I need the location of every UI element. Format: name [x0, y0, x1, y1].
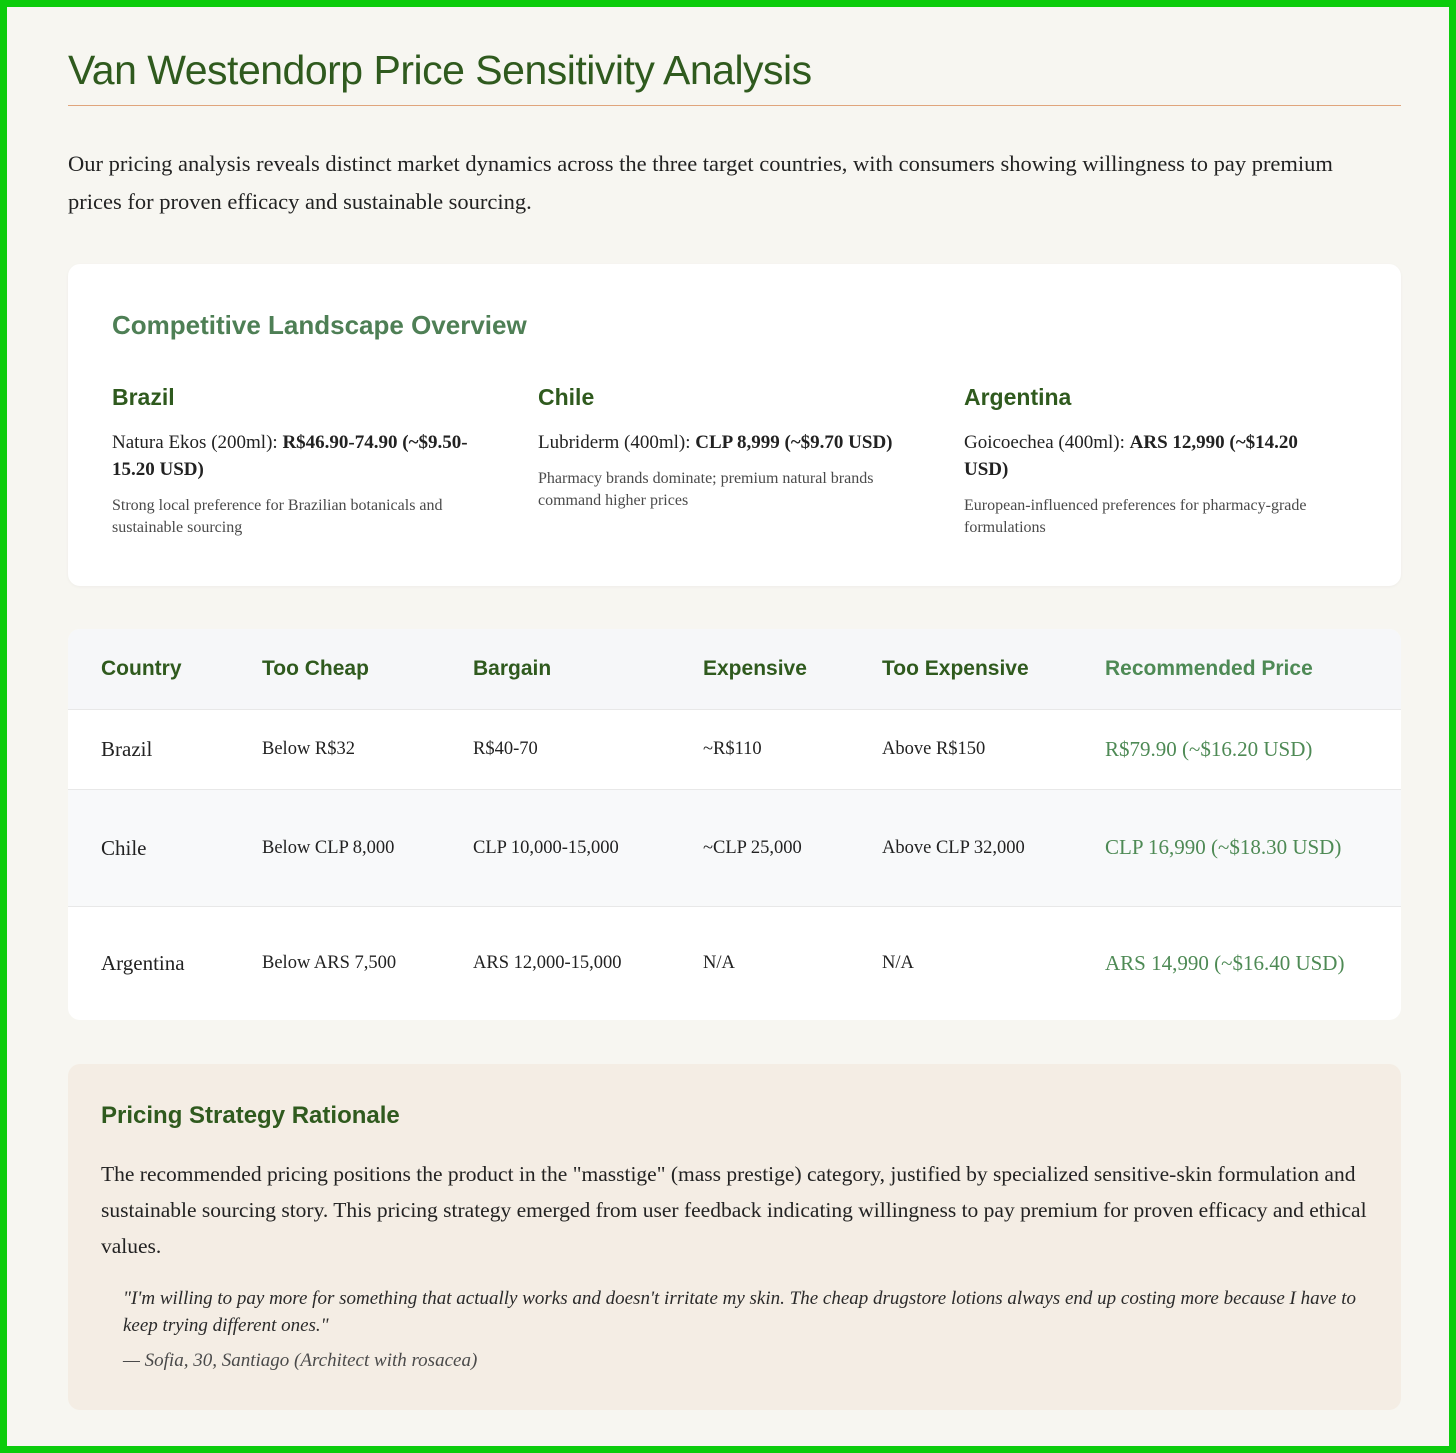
competitor-price	[538, 429, 918, 456]
table-row	[68, 789, 1401, 906]
cell-expensive: ~R$110	[670, 709, 849, 789]
country-name: Argentina	[964, 384, 1072, 410]
table-row	[68, 906, 1401, 1020]
header-recommended-price: Recommended Price	[1072, 629, 1401, 709]
market-note: Pharmacy brands dominate; premium natural brands command higher prices	[538, 470, 874, 509]
cell-country: Argentina	[68, 906, 229, 1020]
landscape-country-brazil	[112, 384, 492, 539]
cell-country: Chile	[68, 789, 229, 906]
header-too-cheap: Too Cheap	[229, 629, 440, 709]
competitor-product: Natura Ekos (200ml):	[112, 432, 283, 453]
rationale-title: Pricing Strategy Rationale	[101, 1102, 400, 1129]
competitor-price-value: CLP 8,999 (~$9.70 USD)	[695, 432, 893, 453]
competitor-price-value: R$46.90-74.90 (~$9.50-15.20 USD)	[112, 432, 468, 480]
cell-bargain: R$40-70	[440, 709, 670, 789]
market-note: Strong local preference for Brazilian botanicals and sustainable sourcing	[112, 497, 443, 536]
competitor-price	[964, 429, 1344, 483]
cell-too-cheap: Below R$32	[229, 709, 440, 789]
cell-expensive: N/A	[670, 906, 849, 1020]
price-sensitivity-table	[68, 629, 1401, 1020]
cell-country: Brazil	[68, 709, 229, 789]
cell-recommended-price: ARS 14,990 (~$16.40 USD)	[1072, 906, 1401, 1020]
country-name: Brazil	[112, 384, 175, 410]
landscape-title: Competitive Landscape Overview	[112, 310, 527, 340]
landscape-country-chile	[538, 384, 918, 512]
price-table	[68, 629, 1401, 1020]
header-expensive: Expensive	[670, 629, 849, 709]
header-too-expensive: Too Expensive	[849, 629, 1072, 709]
competitor-product: Lubriderm (400ml):	[538, 432, 696, 453]
page	[7, 7, 1449, 1446]
customer-quote: "I'm willing to pay more for something that actually works and doesn't irritate my skin. The cheap drugstore lotions always end up costing more because I have to keep trying different ones."	[123, 1288, 1357, 1336]
header-bargain: Bargain	[440, 629, 670, 709]
cell-too-expensive: N/A	[849, 906, 1072, 1020]
market-note: European-influenced preferences for pharmacy-grade formulations	[964, 497, 1307, 536]
cell-expensive: ~CLP 25,000	[670, 789, 849, 906]
cell-too-expensive: Above R$150	[849, 709, 1072, 789]
landscape-country-argentina	[964, 384, 1344, 539]
cell-bargain: CLP 10,000-15,000	[440, 789, 670, 906]
cell-too-expensive: Above CLP 32,000	[849, 789, 1072, 906]
competitive-landscape-card	[68, 264, 1401, 586]
cell-too-cheap: Below CLP 8,000	[229, 789, 440, 906]
competitor-price	[112, 429, 492, 483]
competitor-product: Goicoechea (400ml):	[964, 432, 1130, 453]
header-country: Country	[68, 629, 229, 709]
table-row	[68, 709, 1401, 789]
competitor-price-value: ARS 12,990 (~$14.20 USD)	[964, 432, 1298, 480]
pricing-rationale-box	[68, 1064, 1401, 1410]
intro-paragraph: Our pricing analysis reveals distinct market dynamics across the three target countries, with consumers showing willingness to pay premium prices for proven efficacy and sustainable sourcing.	[68, 151, 1333, 214]
cell-recommended-price: CLP 16,990 (~$18.30 USD)	[1072, 789, 1401, 906]
cell-recommended-price: R$79.90 (~$16.20 USD)	[1072, 709, 1401, 789]
country-name: Chile	[538, 384, 595, 410]
cell-too-cheap: Below ARS 7,500	[229, 906, 440, 1020]
table-header-row	[68, 629, 1401, 709]
cell-bargain: ARS 12,000-15,000	[440, 906, 670, 1020]
quote-attribution: — Sofia, 30, Santiago (Architect with rosacea)	[123, 1350, 478, 1371]
page-title: Van Westendorp Price Sensitivity Analysis	[68, 43, 1401, 106]
rationale-text: The recommended pricing positions the product in the "masstige" (mass prestige) category, justified by specialized sensitive-skin formulation and sustainable sourcing story. This pricing strategy emerged from user feedback indicating willingness to pay premium for proven efficacy and ethical values.	[101, 1162, 1367, 1258]
